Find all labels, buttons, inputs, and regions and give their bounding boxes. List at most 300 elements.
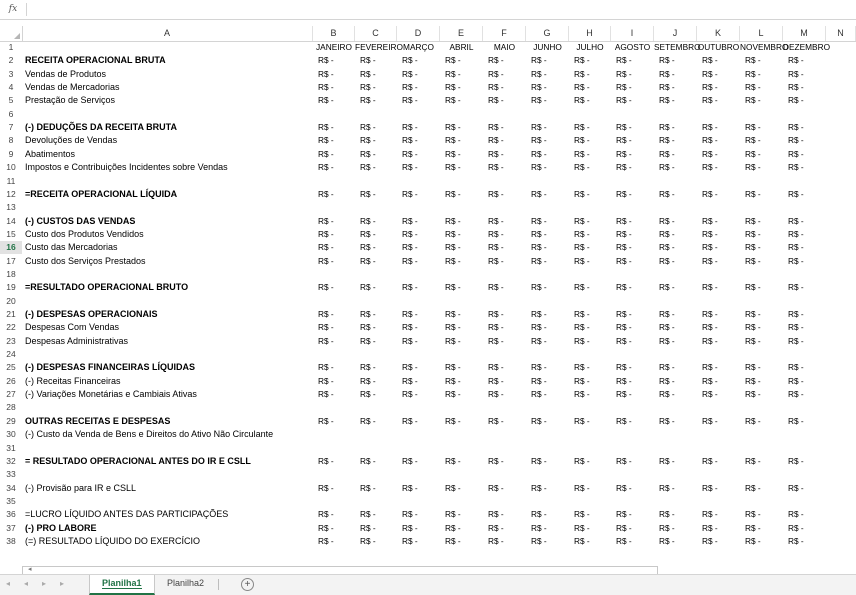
value-cell[interactable]: R$ - xyxy=(318,362,334,373)
value-cell[interactable]: R$ - xyxy=(402,455,418,466)
value-cell[interactable]: R$ - xyxy=(702,122,718,133)
value-cell[interactable]: R$ - xyxy=(745,389,761,400)
value-cell[interactable]: R$ - xyxy=(318,482,334,493)
month-header-cell[interactable]: JUNHO xyxy=(533,42,562,52)
row-number[interactable]: 5 xyxy=(8,95,14,106)
value-cell[interactable]: R$ - xyxy=(531,322,547,333)
value-cell[interactable]: R$ - xyxy=(531,242,547,253)
value-cell[interactable]: R$ - xyxy=(659,135,675,146)
column-header-n[interactable]: N xyxy=(826,26,856,41)
value-cell[interactable]: R$ - xyxy=(318,455,334,466)
row-label[interactable]: (-) Custo da Venda de Bens e Direitos do Ativo Não Circulante xyxy=(25,429,274,440)
row-number[interactable]: 2 xyxy=(8,55,14,66)
value-cell[interactable]: R$ - xyxy=(788,362,804,373)
value-cell[interactable]: R$ - xyxy=(788,242,804,253)
value-cell[interactable]: R$ - xyxy=(531,282,547,293)
row-number[interactable]: 14 xyxy=(6,215,16,226)
value-cell[interactable]: R$ - xyxy=(745,135,761,146)
value-cell[interactable]: R$ - xyxy=(745,309,761,319)
value-cell[interactable]: R$ - xyxy=(574,188,590,199)
value-cell[interactable]: R$ - xyxy=(360,135,376,146)
column-header-b[interactable]: B xyxy=(313,26,355,41)
value-cell[interactable]: R$ - xyxy=(488,375,504,386)
value-cell[interactable]: R$ - xyxy=(531,482,547,493)
value-cell[interactable]: R$ - xyxy=(659,375,675,386)
value-cell[interactable]: R$ - xyxy=(788,55,804,66)
month-header-cell[interactable]: DEZEMBRO xyxy=(783,42,831,52)
value-cell[interactable]: R$ - xyxy=(745,122,761,133)
value-cell[interactable]: R$ - xyxy=(531,335,547,346)
value-cell[interactable]: R$ - xyxy=(402,68,418,79)
prev-sheet-icon[interactable]: ◂ xyxy=(24,579,29,588)
row-number[interactable]: 15 xyxy=(6,228,16,239)
row-number[interactable]: 23 xyxy=(6,335,16,346)
value-cell[interactable]: R$ - xyxy=(488,522,504,533)
row-number[interactable]: 26 xyxy=(6,375,16,386)
value-cell[interactable]: R$ - xyxy=(318,55,334,66)
value-cell[interactable]: R$ - xyxy=(616,362,632,373)
value-cell[interactable]: R$ - xyxy=(318,509,334,520)
value-cell[interactable]: R$ - xyxy=(745,455,761,466)
value-cell[interactable]: R$ - xyxy=(531,122,547,133)
value-cell[interactable]: R$ - xyxy=(659,509,675,520)
value-cell[interactable]: R$ - xyxy=(788,148,804,159)
value-cell[interactable]: R$ - xyxy=(616,82,632,93)
value-cell[interactable]: R$ - xyxy=(445,68,461,79)
value-cell[interactable]: R$ - xyxy=(788,255,804,266)
value-cell[interactable]: R$ - xyxy=(360,362,376,373)
value-cell[interactable]: R$ - xyxy=(788,188,804,199)
value-cell[interactable]: R$ - xyxy=(445,415,461,426)
value-cell[interactable]: R$ - xyxy=(788,282,804,293)
value-cell[interactable]: R$ - xyxy=(445,309,461,319)
value-cell[interactable]: R$ - xyxy=(745,335,761,346)
value-cell[interactable]: R$ - xyxy=(745,215,761,226)
row-number[interactable]: 24 xyxy=(6,349,16,360)
column-header-a[interactable]: A xyxy=(22,26,313,41)
value-cell[interactable]: R$ - xyxy=(616,122,632,133)
value-cell[interactable]: R$ - xyxy=(488,135,504,146)
row-label[interactable]: Custo dos Serviços Prestados xyxy=(25,255,146,266)
value-cell[interactable]: R$ - xyxy=(402,82,418,93)
value-cell[interactable]: R$ - xyxy=(531,95,547,106)
value-cell[interactable]: R$ - xyxy=(745,282,761,293)
value-cell[interactable]: R$ - xyxy=(616,415,632,426)
value-cell[interactable]: R$ - xyxy=(616,335,632,346)
value-cell[interactable]: R$ - xyxy=(574,362,590,373)
row-number[interactable]: 31 xyxy=(6,442,16,453)
row-number[interactable]: 16 xyxy=(0,241,22,254)
value-cell[interactable]: R$ - xyxy=(531,375,547,386)
value-cell[interactable]: R$ - xyxy=(745,255,761,266)
value-cell[interactable]: R$ - xyxy=(402,242,418,253)
row-label[interactable]: (-) DESPESAS OPERACIONAIS xyxy=(25,309,158,319)
value-cell[interactable]: R$ - xyxy=(360,68,376,79)
value-cell[interactable]: R$ - xyxy=(659,82,675,93)
value-cell[interactable]: R$ - xyxy=(616,522,632,533)
value-cell[interactable]: R$ - xyxy=(788,509,804,520)
value-cell[interactable]: R$ - xyxy=(402,309,418,319)
value-cell[interactable]: R$ - xyxy=(702,309,718,319)
value-cell[interactable]: R$ - xyxy=(788,215,804,226)
value-cell[interactable]: R$ - xyxy=(360,228,376,239)
value-cell[interactable]: R$ - xyxy=(318,309,334,319)
value-cell[interactable]: R$ - xyxy=(702,68,718,79)
value-cell[interactable]: R$ - xyxy=(488,389,504,400)
value-cell[interactable]: R$ - xyxy=(574,415,590,426)
value-cell[interactable]: R$ - xyxy=(445,482,461,493)
column-header-i[interactable]: I xyxy=(611,26,654,41)
value-cell[interactable]: R$ - xyxy=(702,215,718,226)
value-cell[interactable]: R$ - xyxy=(360,415,376,426)
column-header-d[interactable]: D xyxy=(397,26,440,41)
value-cell[interactable]: R$ - xyxy=(445,188,461,199)
value-cell[interactable]: R$ - xyxy=(574,135,590,146)
value-cell[interactable]: R$ - xyxy=(659,68,675,79)
row-number[interactable]: 19 xyxy=(6,282,16,293)
value-cell[interactable]: R$ - xyxy=(360,535,376,546)
month-header-cell[interactable]: JANEIRO xyxy=(316,42,352,52)
row-label[interactable]: OUTRAS RECEITAS E DESPESAS xyxy=(25,415,171,426)
value-cell[interactable]: R$ - xyxy=(659,335,675,346)
value-cell[interactable]: R$ - xyxy=(659,55,675,66)
value-cell[interactable]: R$ - xyxy=(360,188,376,199)
value-cell[interactable]: R$ - xyxy=(616,455,632,466)
row-number[interactable]: 30 xyxy=(6,429,16,440)
row-label[interactable]: =LUCRO LÍQUIDO ANTES DAS PARTICIPAÇÕES xyxy=(25,509,229,520)
row-number[interactable]: 35 xyxy=(6,495,16,506)
value-cell[interactable]: R$ - xyxy=(488,322,504,333)
row-number[interactable]: 22 xyxy=(6,322,16,333)
value-cell[interactable]: R$ - xyxy=(402,135,418,146)
value-cell[interactable]: R$ - xyxy=(702,188,718,199)
row-label[interactable]: (-) CUSTOS DAS VENDAS xyxy=(25,215,136,226)
value-cell[interactable]: R$ - xyxy=(531,228,547,239)
value-cell[interactable]: R$ - xyxy=(745,242,761,253)
value-cell[interactable]: R$ - xyxy=(318,68,334,79)
value-cell[interactable]: R$ - xyxy=(402,215,418,226)
value-cell[interactable]: R$ - xyxy=(659,148,675,159)
value-cell[interactable]: R$ - xyxy=(531,55,547,66)
value-cell[interactable]: R$ - xyxy=(616,242,632,253)
value-cell[interactable]: R$ - xyxy=(488,455,504,466)
value-cell[interactable]: R$ - xyxy=(402,482,418,493)
row-label[interactable]: (-) Variações Monetárias e Cambiais Ativas xyxy=(25,389,197,400)
value-cell[interactable]: R$ - xyxy=(445,255,461,266)
row-label[interactable]: Despesas Com Vendas xyxy=(25,322,120,333)
value-cell[interactable]: R$ - xyxy=(616,282,632,293)
value-cell[interactable]: R$ - xyxy=(360,455,376,466)
value-cell[interactable]: R$ - xyxy=(531,82,547,93)
value-cell[interactable]: R$ - xyxy=(531,162,547,173)
value-cell[interactable]: R$ - xyxy=(659,322,675,333)
value-cell[interactable]: R$ - xyxy=(702,389,718,400)
row-number[interactable]: 20 xyxy=(6,295,16,306)
value-cell[interactable]: R$ - xyxy=(574,242,590,253)
value-cell[interactable]: R$ - xyxy=(659,522,675,533)
sheet-tab-planilha1[interactable] xyxy=(89,575,155,595)
value-cell[interactable]: R$ - xyxy=(531,535,547,546)
row-number[interactable]: 3 xyxy=(8,68,14,79)
value-cell[interactable]: R$ - xyxy=(659,455,675,466)
value-cell[interactable]: R$ - xyxy=(574,335,590,346)
value-cell[interactable]: R$ - xyxy=(531,148,547,159)
value-cell[interactable]: R$ - xyxy=(702,535,718,546)
row-number[interactable]: 28 xyxy=(6,402,16,413)
value-cell[interactable]: R$ - xyxy=(360,482,376,493)
value-cell[interactable]: R$ - xyxy=(616,95,632,106)
value-cell[interactable]: R$ - xyxy=(574,162,590,173)
value-cell[interactable]: R$ - xyxy=(488,362,504,373)
value-cell[interactable]: R$ - xyxy=(574,535,590,546)
row-label[interactable]: =RESULTADO OPERACIONAL BRUTO xyxy=(25,282,189,293)
value-cell[interactable]: R$ - xyxy=(445,362,461,373)
row-number[interactable]: 29 xyxy=(6,415,16,426)
row-label[interactable]: Vendas de Mercadorias xyxy=(25,82,120,93)
month-header-cell[interactable]: OUTUBRO xyxy=(697,42,740,52)
month-header-cell[interactable]: ABRIL xyxy=(449,42,474,52)
value-cell[interactable]: R$ - xyxy=(745,68,761,79)
row-number[interactable]: 4 xyxy=(8,82,14,93)
row-label[interactable]: Abatimentos xyxy=(25,148,76,159)
value-cell[interactable]: R$ - xyxy=(745,82,761,93)
value-cell[interactable]: R$ - xyxy=(402,228,418,239)
row-number[interactable]: 21 xyxy=(6,309,16,319)
value-cell[interactable]: R$ - xyxy=(445,162,461,173)
row-label[interactable]: (-) Provisão para IR e CSLL xyxy=(25,482,137,493)
scroll-left-icon[interactable]: ◂ xyxy=(28,566,32,573)
row-label[interactable]: (-) PRO LABORE xyxy=(25,522,97,533)
row-label[interactable]: Vendas de Produtos xyxy=(25,68,107,79)
row-label[interactable]: Impostos e Contribuições Incidentes sobre Vendas xyxy=(25,162,228,173)
value-cell[interactable]: R$ - xyxy=(788,389,804,400)
value-cell[interactable]: R$ - xyxy=(788,482,804,493)
value-cell[interactable]: R$ - xyxy=(360,148,376,159)
value-cell[interactable]: R$ - xyxy=(488,415,504,426)
value-cell[interactable]: R$ - xyxy=(745,162,761,173)
value-cell[interactable]: R$ - xyxy=(318,162,334,173)
value-cell[interactable]: R$ - xyxy=(488,162,504,173)
value-cell[interactable]: R$ - xyxy=(659,228,675,239)
value-cell[interactable]: R$ - xyxy=(788,95,804,106)
value-cell[interactable]: R$ - xyxy=(445,282,461,293)
value-cell[interactable]: R$ - xyxy=(574,509,590,520)
value-cell[interactable]: R$ - xyxy=(574,148,590,159)
value-cell[interactable]: R$ - xyxy=(574,389,590,400)
value-cell[interactable]: R$ - xyxy=(659,95,675,106)
value-cell[interactable]: R$ - xyxy=(488,282,504,293)
value-cell[interactable]: R$ - xyxy=(531,255,547,266)
value-cell[interactable]: R$ - xyxy=(360,522,376,533)
column-header-h[interactable]: H xyxy=(569,26,611,41)
value-cell[interactable]: R$ - xyxy=(788,522,804,533)
value-cell[interactable]: R$ - xyxy=(745,375,761,386)
value-cell[interactable]: R$ - xyxy=(745,188,761,199)
value-cell[interactable]: R$ - xyxy=(616,162,632,173)
next-sheet-icon[interactable]: ▸ xyxy=(42,579,47,588)
row-label[interactable]: (=) RESULTADO LÍQUIDO DO EXERCÍCIO xyxy=(25,535,200,546)
value-cell[interactable]: R$ - xyxy=(659,482,675,493)
value-cell[interactable]: R$ - xyxy=(360,122,376,133)
month-header-cell[interactable]: MARÇO xyxy=(403,42,434,52)
value-cell[interactable]: R$ - xyxy=(745,228,761,239)
value-cell[interactable]: R$ - xyxy=(360,95,376,106)
value-cell[interactable]: R$ - xyxy=(531,362,547,373)
value-cell[interactable]: R$ - xyxy=(702,522,718,533)
value-cell[interactable]: R$ - xyxy=(318,82,334,93)
value-cell[interactable]: R$ - xyxy=(702,162,718,173)
value-cell[interactable]: R$ - xyxy=(745,148,761,159)
value-cell[interactable]: R$ - xyxy=(788,122,804,133)
value-cell[interactable]: R$ - xyxy=(531,215,547,226)
value-cell[interactable]: R$ - xyxy=(445,322,461,333)
value-cell[interactable]: R$ - xyxy=(445,95,461,106)
value-cell[interactable]: R$ - xyxy=(702,415,718,426)
value-cell[interactable]: R$ - xyxy=(659,188,675,199)
value-cell[interactable]: R$ - xyxy=(788,228,804,239)
value-cell[interactable]: R$ - xyxy=(318,95,334,106)
value-cell[interactable]: R$ - xyxy=(574,228,590,239)
row-number[interactable]: 38 xyxy=(6,535,16,546)
value-cell[interactable]: R$ - xyxy=(574,215,590,226)
value-cell[interactable]: R$ - xyxy=(445,148,461,159)
value-cell[interactable]: R$ - xyxy=(360,322,376,333)
value-cell[interactable]: R$ - xyxy=(574,482,590,493)
value-cell[interactable]: R$ - xyxy=(360,375,376,386)
value-cell[interactable]: R$ - xyxy=(531,309,547,319)
row-label[interactable]: Custo das Mercadorias xyxy=(25,242,118,253)
value-cell[interactable]: R$ - xyxy=(360,215,376,226)
row-number[interactable]: 25 xyxy=(6,362,16,373)
value-cell[interactable]: R$ - xyxy=(616,375,632,386)
value-cell[interactable]: R$ - xyxy=(445,389,461,400)
value-cell[interactable]: R$ - xyxy=(702,375,718,386)
formula-input[interactable] xyxy=(28,2,854,16)
value-cell[interactable]: R$ - xyxy=(360,82,376,93)
value-cell[interactable]: R$ - xyxy=(488,228,504,239)
value-cell[interactable]: R$ - xyxy=(445,375,461,386)
value-cell[interactable]: R$ - xyxy=(574,95,590,106)
value-cell[interactable]: R$ - xyxy=(659,162,675,173)
row-label[interactable]: RECEITA OPERACIONAL BRUTA xyxy=(25,55,166,66)
value-cell[interactable]: R$ - xyxy=(402,522,418,533)
value-cell[interactable]: R$ - xyxy=(788,455,804,466)
value-cell[interactable]: R$ - xyxy=(659,389,675,400)
value-cell[interactable]: R$ - xyxy=(318,135,334,146)
value-cell[interactable]: R$ - xyxy=(402,122,418,133)
value-cell[interactable]: R$ - xyxy=(318,215,334,226)
value-cell[interactable]: R$ - xyxy=(318,122,334,133)
value-cell[interactable]: R$ - xyxy=(745,509,761,520)
value-cell[interactable]: R$ - xyxy=(745,522,761,533)
value-cell[interactable]: R$ - xyxy=(659,242,675,253)
value-cell[interactable]: R$ - xyxy=(402,282,418,293)
value-cell[interactable]: R$ - xyxy=(445,215,461,226)
row-number[interactable]: 7 xyxy=(8,122,14,133)
row-number[interactable]: 18 xyxy=(6,268,16,279)
value-cell[interactable]: R$ - xyxy=(360,282,376,293)
row-label[interactable]: Custo dos Produtos Vendidos xyxy=(25,228,144,239)
value-cell[interactable]: R$ - xyxy=(488,188,504,199)
value-cell[interactable]: R$ - xyxy=(574,255,590,266)
value-cell[interactable]: R$ - xyxy=(488,82,504,93)
value-cell[interactable]: R$ - xyxy=(574,309,590,319)
value-cell[interactable]: R$ - xyxy=(616,482,632,493)
value-cell[interactable]: R$ - xyxy=(574,68,590,79)
value-cell[interactable]: R$ - xyxy=(574,322,590,333)
value-cell[interactable]: R$ - xyxy=(616,228,632,239)
value-cell[interactable]: R$ - xyxy=(318,389,334,400)
value-cell[interactable]: R$ - xyxy=(616,309,632,319)
value-cell[interactable]: R$ - xyxy=(318,522,334,533)
value-cell[interactable]: R$ - xyxy=(360,162,376,173)
value-cell[interactable]: R$ - xyxy=(788,535,804,546)
value-cell[interactable]: R$ - xyxy=(445,335,461,346)
value-cell[interactable]: R$ - xyxy=(402,535,418,546)
column-header-e[interactable]: E xyxy=(440,26,483,41)
row-number[interactable]: 11 xyxy=(6,175,16,186)
month-header-cell[interactable]: MAIO xyxy=(493,42,516,52)
value-cell[interactable]: R$ - xyxy=(702,335,718,346)
row-number[interactable]: 32 xyxy=(6,455,16,466)
value-cell[interactable]: R$ - xyxy=(360,255,376,266)
value-cell[interactable]: R$ - xyxy=(488,482,504,493)
value-cell[interactable]: R$ - xyxy=(488,309,504,319)
value-cell[interactable]: R$ - xyxy=(788,162,804,173)
value-cell[interactable]: R$ - xyxy=(318,148,334,159)
value-cell[interactable]: R$ - xyxy=(445,135,461,146)
value-cell[interactable]: R$ - xyxy=(360,55,376,66)
value-cell[interactable]: R$ - xyxy=(788,68,804,79)
value-cell[interactable]: R$ - xyxy=(659,282,675,293)
row-label[interactable]: Devoluções de Vendas xyxy=(25,135,118,146)
value-cell[interactable]: R$ - xyxy=(616,509,632,520)
value-cell[interactable]: R$ - xyxy=(445,535,461,546)
month-header-cell[interactable]: JULHO xyxy=(576,42,604,52)
value-cell[interactable]: R$ - xyxy=(788,135,804,146)
value-cell[interactable]: R$ - xyxy=(488,95,504,106)
row-label[interactable]: =RECEITA OPERACIONAL LÍQUIDA xyxy=(25,188,178,199)
value-cell[interactable]: R$ - xyxy=(402,335,418,346)
month-header-cell[interactable]: SETEMBRO xyxy=(654,42,701,52)
value-cell[interactable]: R$ - xyxy=(402,95,418,106)
row-label[interactable]: (-) DEDUÇÕES DA RECEITA BRUTA xyxy=(25,122,177,133)
month-header-cell[interactable]: FEVEREIRO xyxy=(355,42,403,52)
row-number[interactable]: 37 xyxy=(6,522,16,533)
value-cell[interactable]: R$ - xyxy=(702,509,718,520)
value-cell[interactable]: R$ - xyxy=(574,375,590,386)
row-number[interactable]: 10 xyxy=(6,162,16,173)
value-cell[interactable]: R$ - xyxy=(402,415,418,426)
value-cell[interactable]: R$ - xyxy=(402,322,418,333)
column-header-m[interactable]: M xyxy=(783,26,826,41)
value-cell[interactable]: R$ - xyxy=(745,362,761,373)
column-header-l[interactable]: L xyxy=(740,26,783,41)
value-cell[interactable]: R$ - xyxy=(745,95,761,106)
value-cell[interactable]: R$ - xyxy=(488,55,504,66)
row-number[interactable]: 36 xyxy=(6,509,16,520)
month-header-cell[interactable]: AGOSTO xyxy=(614,42,651,52)
value-cell[interactable]: R$ - xyxy=(574,282,590,293)
value-cell[interactable]: R$ - xyxy=(616,68,632,79)
value-cell[interactable]: R$ - xyxy=(360,309,376,319)
value-cell[interactable]: R$ - xyxy=(318,282,334,293)
value-cell[interactable]: R$ - xyxy=(788,309,804,319)
column-header-j[interactable]: J xyxy=(654,26,697,41)
value-cell[interactable]: R$ - xyxy=(659,362,675,373)
value-cell[interactable]: R$ - xyxy=(659,215,675,226)
value-cell[interactable]: R$ - xyxy=(360,242,376,253)
